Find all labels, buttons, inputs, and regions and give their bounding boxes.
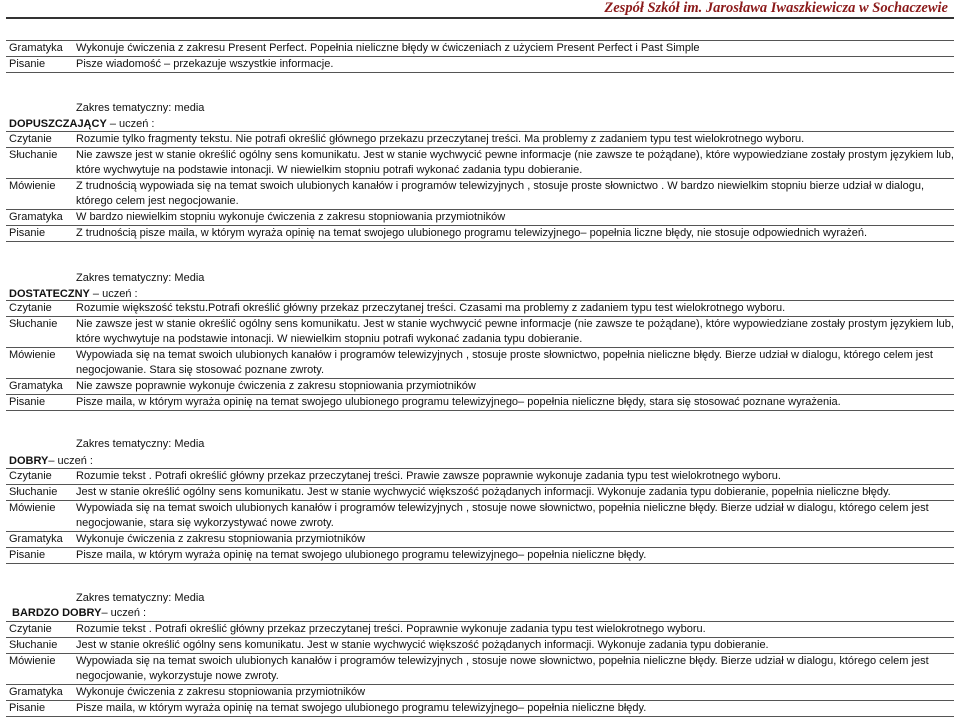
row-text: Pisze maila, w którym wyraża opinię na temat swojego ulubionego programu telewizyjnego– popełnia nieliczne błędy. xyxy=(76,702,647,714)
level-name: BARDZO DOBRY xyxy=(12,607,102,619)
row-label: Pisanie xyxy=(9,58,46,70)
row-text: Pisze maila, w którym wyraża opinię na temat swojego ulubionego programu telewizyjnego– popełnia nieliczne błędy. xyxy=(76,549,647,561)
row-text: Nie zawsze jest w stanie określić ogólny sens komunikatu. Jest w stanie wychwycić pewne informacje (nie zawsze te pożądane), które wypowiedziane zostały prostym językiem lub, które wychwytuje na podstawie intonacji. W niewielkim stopniu potrafi wykonać zadania typu dobieranie. xyxy=(76,318,954,345)
table-row xyxy=(6,654,954,685)
row-label: Słuchanie xyxy=(9,149,58,161)
row-label: Pisanie xyxy=(9,396,46,408)
row-text: Wypowiada się na temat swoich ulubionych kanałów i programów telewizyjnych , stosuje nowe słownictwo, popełnia nieliczne błędy. Bierze udział w dialogu, którego celem jest negocjowanie, wykorzystuje nowe zwroty. xyxy=(76,655,929,682)
row-text: Rozumie tekst . Potrafi określić główny przekaz przeczytanej treści. Poprawnie wykonuje zadania typu test wielokrotnego wyboru. xyxy=(76,623,706,635)
row-label: Słuchanie xyxy=(9,639,58,651)
table-row xyxy=(6,179,954,210)
table-row xyxy=(6,348,954,379)
section-topic: Zakres tematyczny: Media xyxy=(76,272,205,284)
table-row xyxy=(6,395,954,411)
row-label: Pisanie xyxy=(9,227,46,239)
row-text: Z trudnością pisze maila, w którym wyraża opinię na temat swojego ulubionego programu telewizyjnego– popełnia liczne błędy, nie stosuje odpowiednich wyrażeń. xyxy=(76,227,868,239)
school-name-header: Zespół Szkół im. Jarosława Iwaszkiewicza w Sochaczewie xyxy=(604,0,948,16)
table-row xyxy=(6,469,954,485)
table-row xyxy=(6,701,954,717)
table-row xyxy=(6,41,954,57)
row-label: Gramatyka xyxy=(9,380,63,392)
row-label: Mówienie xyxy=(9,180,56,192)
level-name: DOBRY xyxy=(9,455,49,467)
table-row xyxy=(6,132,954,148)
level-name: DOPUSZCZAJĄCY xyxy=(9,118,107,130)
row-label: Mówienie xyxy=(9,349,56,361)
row-label: Mówienie xyxy=(9,655,56,667)
row-label: Gramatyka xyxy=(9,686,63,698)
top-block xyxy=(6,40,954,73)
row-text: Jest w stanie określić ogólny sens komunikatu. Jest w stanie wychwycić większość pożądanych informacji. Wykonuje zadania typu dobieranie. xyxy=(76,639,769,651)
section-dobry xyxy=(6,468,954,564)
criteria-table xyxy=(6,131,954,242)
criteria-table xyxy=(6,621,954,717)
table-row xyxy=(6,622,954,638)
section-topic: Zakres tematyczny: Media xyxy=(76,592,205,604)
row-text: Wykonuje ćwiczenia z zakresu stopniowania przymiotników xyxy=(76,686,366,698)
row-label: Gramatyka xyxy=(9,211,63,223)
row-label: Mówienie xyxy=(9,502,56,514)
row-text: Jest w stanie określić ogólny sens komunikatu. Jest w stanie wychwycić większość pożądanych informacji. Wykonuje zadania typu dobieranie, popełnia nieliczne błędy. xyxy=(76,486,891,498)
row-label: Słuchanie xyxy=(9,318,58,330)
row-label: Pisanie xyxy=(9,549,46,561)
section-level xyxy=(9,287,138,301)
row-text: Wykonuje ćwiczenia z zakresu Present Perfect. Popełnia nieliczne błędy w ćwiczeniach z użyciem Present Perfect i Past Simple xyxy=(76,42,700,54)
header-divider xyxy=(6,17,954,19)
criteria-table xyxy=(6,468,954,564)
row-label: Gramatyka xyxy=(9,533,63,545)
row-text: Rozumie tylko fragmenty tekstu. Nie potrafi określić głównego przekazu przeczytanej treści. Ma problemy z zadaniem typu test wielokrotnego wyboru. xyxy=(76,133,805,145)
level-suffix: – uczeń : xyxy=(101,607,147,619)
section-level xyxy=(12,606,146,620)
section-level xyxy=(9,117,155,131)
row-text: Z trudnością wypowiada się na temat swoich ulubionych kanałów i programów telewizyjnych , stosuje proste słownictwo . W bardzo niewielkim stopniu bierze udział w dialogu, którego celem jest negocjowanie. xyxy=(76,180,925,207)
section-level xyxy=(9,454,93,468)
row-label: Gramatyka xyxy=(9,42,63,54)
table-row xyxy=(6,485,954,501)
row-label: Słuchanie xyxy=(9,486,58,498)
row-text: Rozumie tekst . Potrafi określić główny przekaz przeczytanej treści. Prawie zawsze poprawnie wykonuje zadania typu test wielokrotnego wyboru. xyxy=(76,470,781,482)
row-text: Rozumie większość tekstu.Potrafi określić główny przekaz przeczytanej treści. Czasami ma problemy z zadaniem typu test wielokrotnego wyboru. xyxy=(76,302,786,314)
table-row xyxy=(6,379,954,395)
row-text: Pisze wiadomość – przekazuje wszystkie informacje. xyxy=(76,58,334,70)
section-dopuszczajacy xyxy=(6,131,954,242)
table-row xyxy=(6,226,954,242)
row-label: Czytanie xyxy=(9,133,52,145)
level-suffix: – uczeń : xyxy=(89,288,138,300)
table-row xyxy=(6,57,954,73)
row-text: Pisze maila, w którym wyraża opinię na temat swojego ulubionego programu telewizyjnego– popełnia nieliczne błędy, stara się stosować poznane wyrażenia. xyxy=(76,396,841,408)
table-row xyxy=(6,148,954,179)
row-label: Czytanie xyxy=(9,302,52,314)
table-row xyxy=(6,685,954,701)
row-label: Czytanie xyxy=(9,470,52,482)
section-topic: Zakres tematyczny: Media xyxy=(76,438,205,450)
table-row xyxy=(6,301,954,317)
level-suffix: – uczeń : xyxy=(106,118,155,130)
row-text: W bardzo niewielkim stopniu wykonuje ćwiczenia z zakresu stopniowania przymiotników xyxy=(76,211,506,223)
table-row xyxy=(6,548,954,564)
table-row xyxy=(6,210,954,226)
criteria-table xyxy=(6,300,954,411)
row-label: Czytanie xyxy=(9,623,52,635)
table-row xyxy=(6,638,954,654)
table-row xyxy=(6,501,954,532)
row-text: Wykonuje ćwiczenia z zakresu stopniowania przymiotników xyxy=(76,533,366,545)
section-dostateczny xyxy=(6,300,954,411)
level-name: DOSTATECZNY xyxy=(9,288,90,300)
section-bardzo-dobry xyxy=(6,621,954,717)
row-text: Nie zawsze poprawnie wykonuje ćwiczenia z zakresu stopniowania przymiotników xyxy=(76,380,476,392)
row-text: Wypowiada się na temat swoich ulubionych kanałów i programów telewizyjnych , stosuje nowe słownictwo, popełnia nieliczne błędy. Bierze udział w dialogu, którego celem jest negocjowanie, stara się wykorzystywać nowe zwroty. xyxy=(76,502,929,529)
row-text: Nie zawsze jest w stanie określić ogólny sens komunikatu. Jest w stanie wychwycić pewne informacje (nie zawsze te pożądane), które wypowiedziane zostały prostym językiem lub, które wychwytuje na podstawie intonacji. W niewielkim stopniu potrafi wykonać zadania typu dobieranie. xyxy=(76,149,954,176)
table-row xyxy=(6,317,954,348)
row-label: Pisanie xyxy=(9,702,46,714)
top-table xyxy=(6,40,954,73)
section-topic: Zakres tematyczny: media xyxy=(76,102,205,114)
row-text: Wypowiada się na temat swoich ulubionych kanałów i programów telewizyjnych , stosuje proste słownictwo, popełnia nieliczne błędy. Bierze udział w dialogu, którego celem jest negocjowanie. Stara się stosować poznane zwroty. xyxy=(76,349,933,376)
table-row xyxy=(6,532,954,548)
level-suffix: – uczeń : xyxy=(48,455,93,467)
